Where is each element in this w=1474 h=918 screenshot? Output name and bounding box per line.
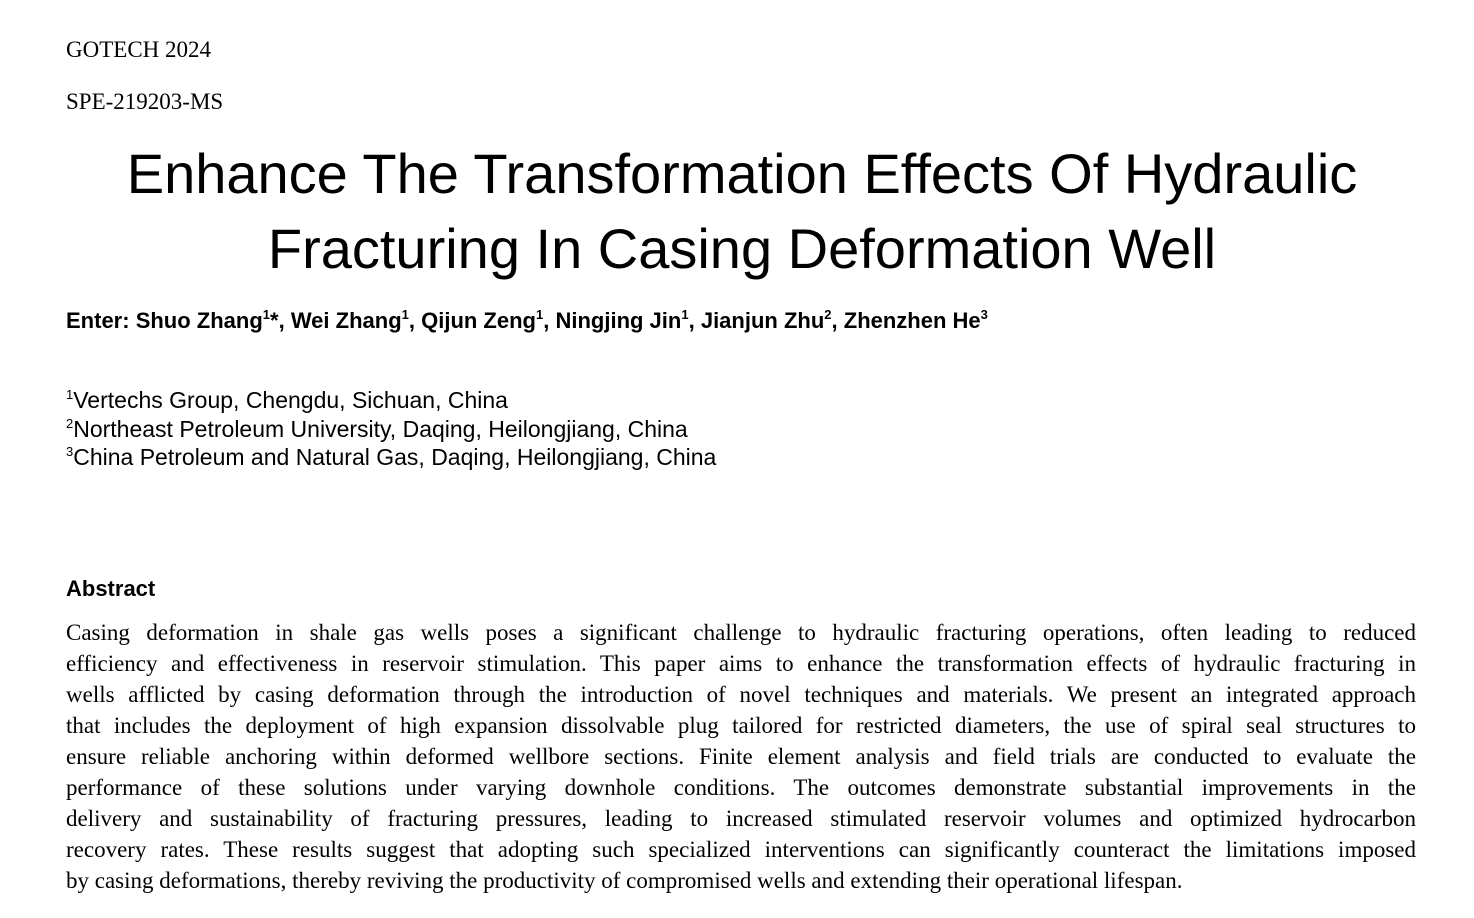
abstract-line: recovery rates. These results suggest that adopting such specialized interventions can significantly counteract the limitations imposed (66, 837, 1416, 862)
affiliation-item (66, 386, 716, 415)
affiliation-number: 2 (66, 415, 74, 431)
abstract-line: performance of these solutions under varying downhole conditions. The outcomes demonstrate substantial improvements in the (66, 775, 1416, 800)
authors-prefix: Enter: (66, 308, 136, 333)
author-affiliation-ref: 1 (401, 307, 409, 322)
abstract-line: wells afflicted by casing deformation through the introduction of novel techniques and materials. We present an integrated approach (66, 682, 1416, 707)
affiliation-text: China Petroleum and Natural Gas, Daqing, Heilongjiang, China (73, 444, 717, 470)
author-affiliation-ref: 1 (262, 307, 271, 322)
corresponding-author-mark: * (270, 308, 279, 333)
author-affiliation-ref: 1 (536, 307, 544, 322)
author-name: Jianjun Zhu (700, 308, 825, 333)
abstract-heading: Abstract (66, 576, 156, 601)
author-name: Qijun Zeng (421, 308, 536, 333)
paper-id: SPE-219203-MS (66, 89, 224, 114)
author-affiliation-ref: 1 (681, 307, 689, 322)
author-affiliation-ref: 2 (824, 307, 832, 322)
author-name: Ningjing Jin (555, 308, 682, 333)
affiliation-number: 1 (66, 387, 74, 402)
author-name: Zhenzhen He (843, 308, 981, 333)
affiliation-text: Vertechs Group, Chengdu, Sichuan, China (73, 387, 508, 413)
author-name: Wei Zhang (290, 308, 402, 333)
conference-name: GOTECH 2024 (66, 37, 212, 62)
author-list: Enter: Shuo Zhang$^1$*, Wei Zhang$^1$, Qijun Zeng$^1$, Ningjing Jin$^1$, Jianjun Zhu$^2$, Zhenzhen He$^3$ (66, 307, 988, 333)
author-name: Shuo Zhang (135, 308, 263, 333)
affiliation-number: 3 (66, 444, 74, 459)
affiliation-text: Northeast Petroleum University, Daqing, Heilongjiang, China (73, 415, 688, 442)
author-affiliation-ref: 3 (980, 307, 988, 322)
affiliation-item (66, 415, 716, 444)
abstract-line: delivery and sustainability of fracturing pressures, leading to increased stimulated reservoir volumes and optimized hydrocarbon (66, 806, 1416, 831)
abstract-line: efficiency and effectiveness in reservoir stimulation. This paper aims to enhance the transformation effects of hydraulic fracturing in (66, 651, 1416, 676)
abstract-line: Casing deformation in shale gas wells poses a significant challenge to hydraulic fracturing operations, often leading to reduced (66, 620, 1416, 645)
affiliation-item (66, 443, 716, 472)
paper-title-line-1: Enhance The Transformation Effects Of Hydraulic (126, 142, 1358, 205)
abstract-body (66, 617, 1416, 896)
abstract-line: that includes the deployment of high expansion dissolvable plug tailored for restricted diameters, the use of spiral seal structures to (66, 713, 1416, 738)
paper-title-line-2: Fracturing In Casing Deformation Well (267, 217, 1217, 280)
affiliation-list (66, 386, 716, 472)
abstract-line: by casing deformations, thereby reviving the productivity of compromised wells and extending their operational lifespan. (66, 868, 1183, 893)
abstract-line: ensure reliable anchoring within deformed wellbore sections. Finite element analysis and field trials are conducted to evaluate the (66, 744, 1416, 769)
